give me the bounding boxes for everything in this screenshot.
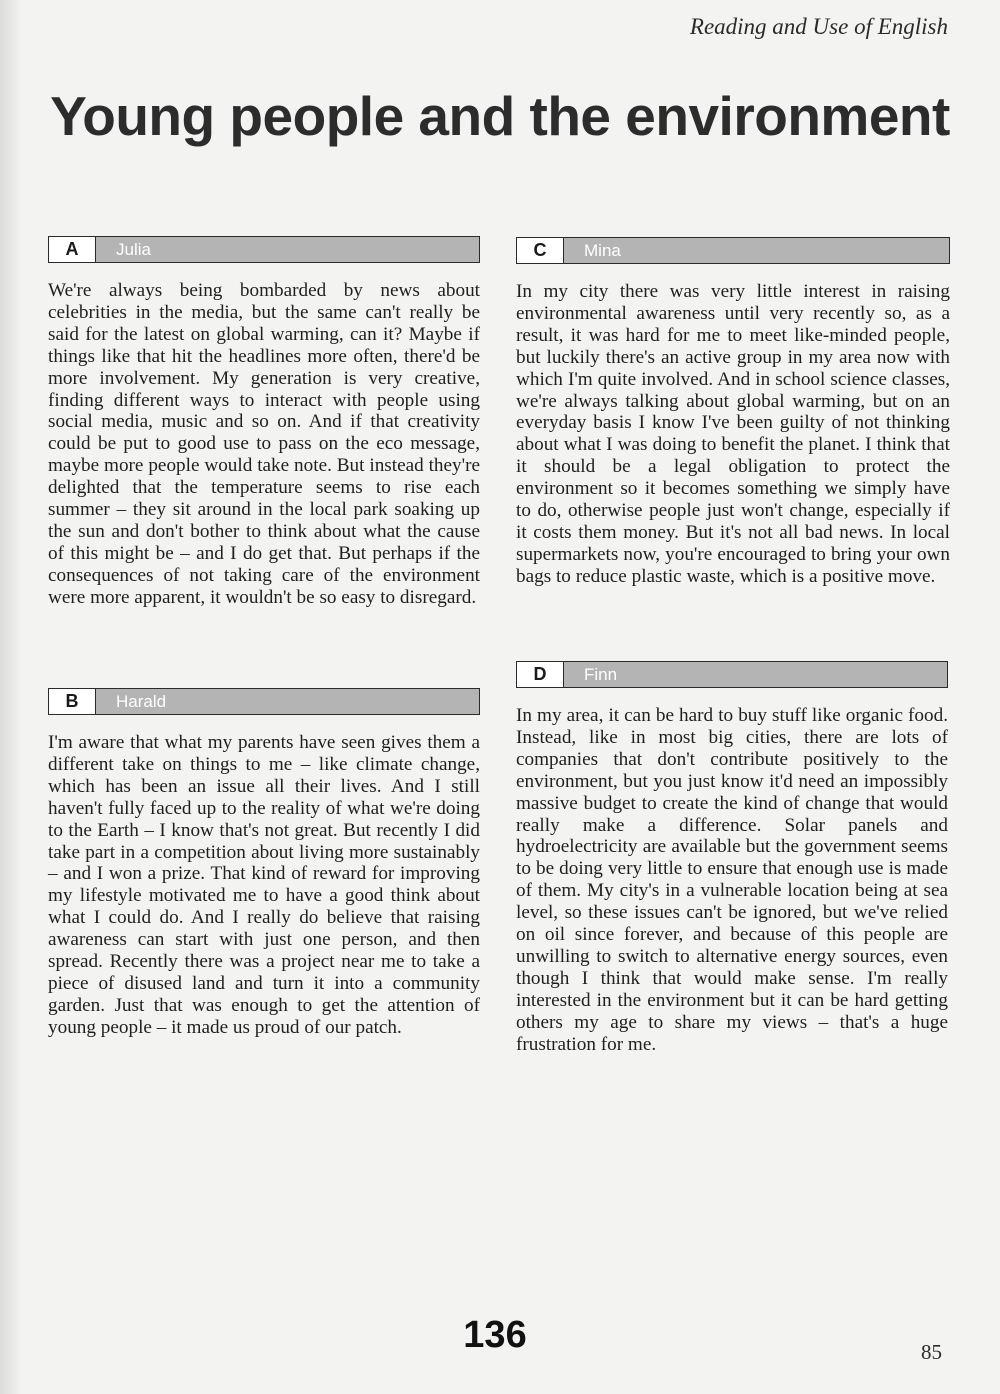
section-text: I'm aware that what my parents have seen gives them a different take on things to me – like climate change, which has been an issue all their lives. And I still haven't fully faced up to the reality of what we're doing to the Earth – I know that's not great. But recently I did take part in a competition about living more sustainably – and I won a prize. That kind of reward for improving my lifestyle motivated me to have a good think about what I could do. And I really do believe that raising awareness can start with just one person, and then spread. Recently there was a project near me to take a piece of disused land and turn it into a community garden. Just that was enough to get the attention of young people – it made us proud of our patch.	[48, 732, 480, 1038]
section-speaker-name: Mina	[584, 240, 621, 260]
section-header	[516, 661, 948, 688]
section-text: We're always being bombarded by news about celebrities in the media, but the same can't really be said for the latest on global warming, can it? Maybe if things like that hit the headlines more often, there'd be more involvement. My generation is very creative, finding different ways to interact with people using social media, music and so on. And if that creativity could be put to good use to pass on the eco message, maybe more people would take note. But instead they're delighted that the temperature seems to rise each summer – they sit around in the local park soaking up the sun and don't bother to think about what the cause of this might be – and I do get that. But perhaps if the consequences of not taking care of the environment were more apparent, it wouldn't be so easy to disregard.	[48, 280, 480, 608]
section-d	[516, 661, 948, 1056]
section-header	[48, 688, 480, 715]
running-header: Reading and Use of English	[689, 14, 948, 39]
section-c	[516, 237, 950, 588]
section-header	[48, 236, 480, 263]
section-letter: A	[49, 237, 96, 262]
page-edge-shadow	[0, 0, 22, 1394]
section-letter: D	[517, 662, 564, 687]
section-speaker-name: Julia	[116, 239, 151, 259]
section-header	[516, 237, 950, 264]
section-text: In my area, it can be hard to buy stuff like organic food. Instead, like in most big cities, there are lots of companies that don't contribute positively to the environment, but you just know it'd need an impossibly massive budget to create the kind of change that would really make a difference. Solar panels and hydroelectricity are available but the government seems to be doing very little to ensure that enough use is made of them. My city's in a vulnerable location being at sea level, so these issues can't be ignored, but we've relied on oil since forever, and because of this people are unwilling to switch to alternative energy sources, even though I think that would make sense. I'm really interested in the environment but it can be hard getting others my age to share my views – that's a huge frustration for me.	[516, 705, 948, 1055]
section-letter: B	[49, 689, 96, 714]
section-speaker-name: Finn	[584, 664, 618, 684]
section-speaker-name: Harald	[116, 691, 167, 711]
section-text: In my city there was very little interest in raising environmental awareness until very recently so, as a result, it was hard for me to meet like-minded people, but luckily there's an active group in my area now with which I'm quite involved. And in school science classes, we're always talking about global warming, but on an everyday basis I know I've been guilty of not thinking about what I was doing to benefit the planet. I think that it should be a legal obligation to protect the environment so it becomes something we simply have to do, otherwise people just won't change, especially if it costs them money. But it's not all bad news. In local supermarkets now, you're encouraged to bring your own bags to reduce plastic waste, which is a positive move.	[516, 281, 950, 587]
page-title: Young people and the environment	[50, 85, 950, 147]
page-number-large: 136	[463, 1314, 527, 1356]
section-a	[48, 236, 480, 609]
section-letter: C	[517, 238, 564, 263]
section-b	[48, 688, 480, 1039]
page-number-small: 85	[921, 1340, 942, 1364]
